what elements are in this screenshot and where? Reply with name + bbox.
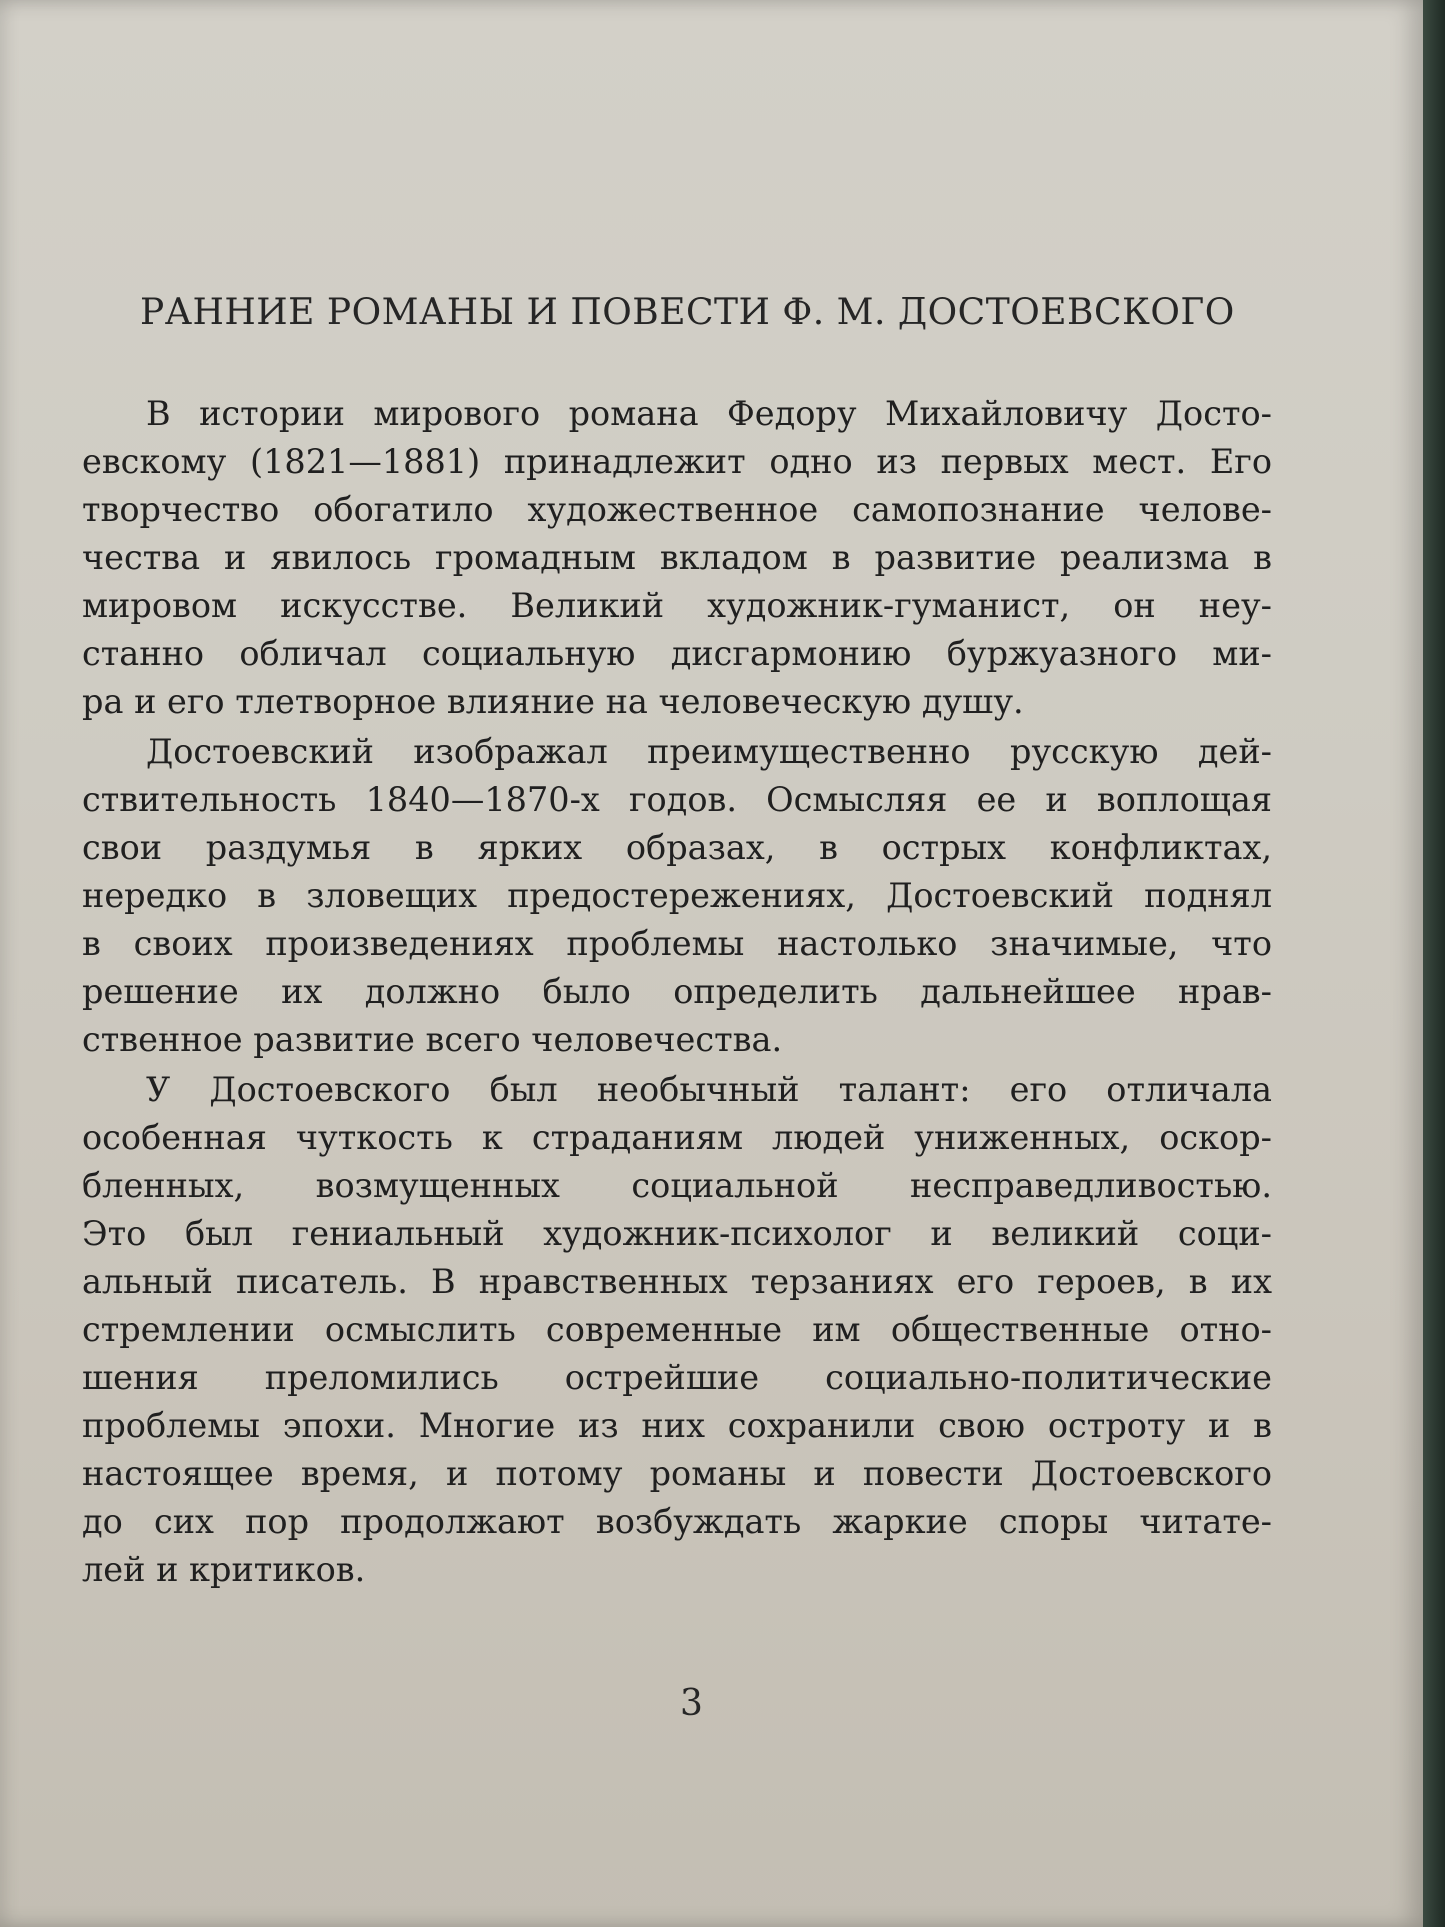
- paragraph-1: [82, 390, 1272, 726]
- text-line: проблемы эпохи. Многие из них сохранили свою остроту и в: [82, 1406, 1272, 1445]
- text-line: Это был гениальный художник-психолог и великий соци-: [82, 1214, 1272, 1253]
- text-line: ственное развитие всего человечества.: [82, 1020, 783, 1059]
- text-line: нередко в зловещих предостережениях, Достоевский поднял: [82, 876, 1272, 915]
- text-line: до сих пор продолжают возбуждать жаркие споры читате-: [82, 1502, 1272, 1541]
- text-line: бленных, возмущенных социальной несправедливостью.: [82, 1166, 1272, 1205]
- text-line: У Достоевского был необычный талант: его отличала: [146, 1070, 1272, 1109]
- text-line: лей и критиков.: [82, 1550, 366, 1589]
- text-line: чества и явилось громадным вкладом в развитие реализма в: [82, 538, 1272, 577]
- text-line: В истории мирового романа Федору Михайловичу Досто-: [146, 394, 1272, 433]
- text-line: настоящее время, и потому романы и повести Достоевского: [82, 1454, 1272, 1493]
- body-text: [82, 390, 1272, 1596]
- text-line: решение их должно было определить дальнейшее нрав-: [82, 972, 1272, 1011]
- text-line: ра и его тлетворное влияние на человеческую душу.: [82, 682, 1024, 721]
- text-line: шения преломились острейшие социально-политические: [82, 1358, 1272, 1397]
- text-line: станно обличал социальную дисгармонию буржуазного ми-: [82, 634, 1272, 673]
- background-edge: [1423, 0, 1445, 1927]
- text-line: Достоевский изображал преимущественно русскую дей-: [146, 732, 1272, 771]
- chapter-title: РАННИЕ РОМАНЫ И ПОВЕСТИ Ф. М. ДОСТОЕВСКОГО: [140, 292, 1235, 333]
- page-number: 3: [680, 1683, 703, 1724]
- text-line: свои раздумья в ярких образах, в острых конфликтах,: [82, 828, 1272, 867]
- text-line: творчество обогатило художественное самопознание челове-: [82, 490, 1272, 529]
- text-line: мировом искусстве. Великий художник-гуманист, он неу-: [82, 586, 1272, 625]
- text-line: евскому (1821—1881) принадлежит одно из первых мест. Его: [82, 442, 1272, 481]
- paragraph-2: [82, 728, 1272, 1064]
- text-line: стремлении осмыслить современные им общественные отно-: [82, 1310, 1272, 1349]
- text-line: альный писатель. В нравственных терзаниях его героев, в их: [82, 1262, 1272, 1301]
- text-line: ствительность 1840—1870-х годов. Осмысляя ее и воплощая: [82, 780, 1272, 819]
- text-line: особенная чуткость к страданиям людей униженных, оскор-: [82, 1118, 1272, 1157]
- paragraph-3: [82, 1066, 1272, 1594]
- text-line: в своих произведениях проблемы настолько значимые, что: [82, 924, 1272, 963]
